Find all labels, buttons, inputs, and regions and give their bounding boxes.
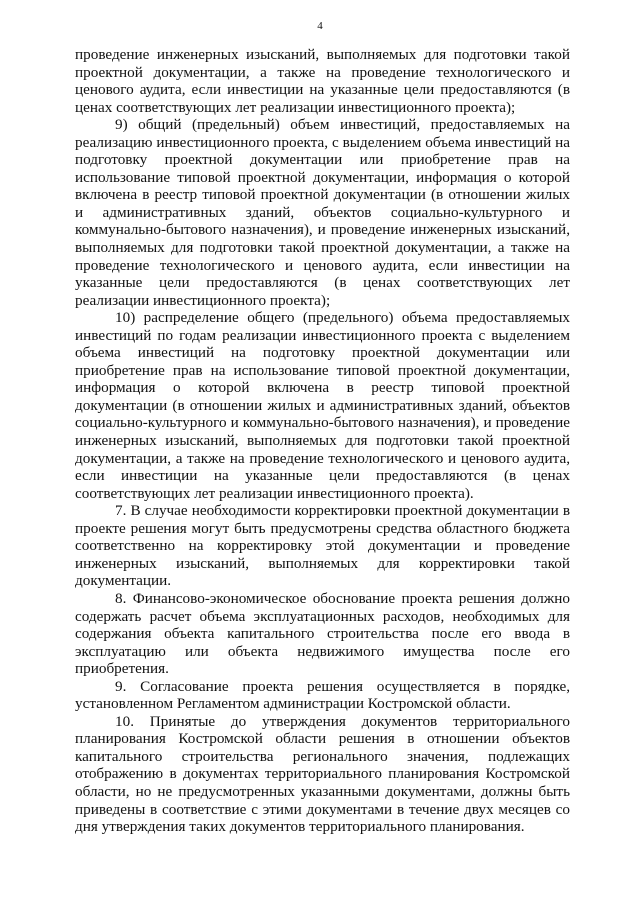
paragraph-clause-10: 10. Принятые до утверждения документов территориального планирования Костромской области решения в отношении объектов капитального строительства регионального значения, подлежащих отображению в документах территориального планирования Костромской области, но не предусмотренных указанными документами, должны быть приведены в соответствие с этими документами в течение двух месяцев со дня утверждения таких документов территориального планирования.	[75, 712, 570, 836]
paragraph-clause-7: 7. В случае необходимости корректировки проектной документации в проекте решения могут быть предусмотрены средства областного бюджета соответственно на корректировку этой документации и проведение инженерных изысканий, выполняемых для корректировки такой документации.	[75, 502, 570, 590]
paragraph-clause-9: 9. Согласование проекта решения осуществляется в порядке, установленном Регламентом администрации Костромской области.	[75, 677, 570, 713]
paragraph-clause-8: 8. Финансово-экономическое обоснование проекта решения должно содержать расчет объема эксплуатационных расходов, необходимых для содержания объекта капитального строительства после его ввода в эксплуатацию или объекта недвижимого имущества после его приобретения.	[75, 589, 570, 678]
paragraph-item-10: 10) распределение общего (предельного) объема предоставляемых инвестиций по годам реализации инвестиционного проекта с выделением объема инвестиций на подготовку проектной документации или приобретение прав на использование типовой проектной документации, информация о которой включена в реестр типовой проектной документации (в отношении жилых и административных зданий, объектов социально-культурного и коммунально-бытового назначения), и проведение инженерных изысканий, выполняемых для подготовки такой проектной документации, а также на проведение технологического и ценового аудита, если инвестиции на указанные цели предоставляются (в ценах соответствующих лет реализации инвестиционного проекта).	[75, 309, 570, 502]
document-body	[75, 46, 570, 836]
page-number: 4	[317, 20, 323, 32]
paragraph-item-9: 9) общий (предельный) объем инвестиций, предоставляемых на реализацию инвестиционного проекта, с выделением объема инвестиций на подготовку проектной документации или приобретение прав на использование типовой проектной документации, информация о которой включена в реестр типовой проектной документации (в отношении жилых и административных зданий, объектов социально-культурного и коммунально-бытового назначения), и проведение инженерных изысканий, выполняемых для подготовки такой проектной документации, а также на проведение технологического и ценового аудита, если инвестиции на указанные цели предоставляются (в ценах соответствующих лет реализации инвестиционного проекта);	[75, 116, 570, 309]
paragraph-continuation: проведение инженерных изысканий, выполняемых для подготовки такой проектной документации, а также на проведение технологического и ценового аудита, если инвестиции на указанные цели предоставляются (в ценах соответствующих лет реализации инвестиционного проекта);	[75, 46, 570, 116]
